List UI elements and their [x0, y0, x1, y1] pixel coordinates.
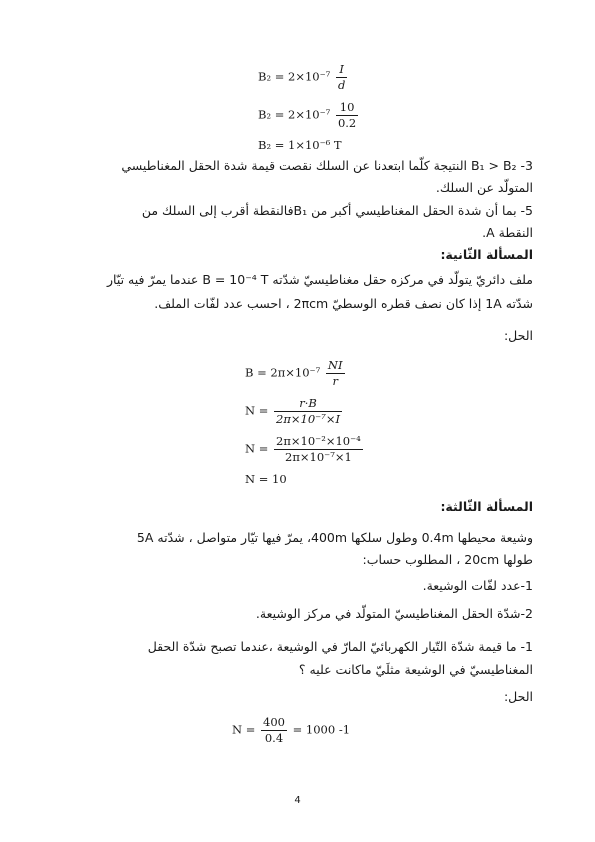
- fraction-numerator: 400: [263, 715, 285, 729]
- fraction-denominator: r: [332, 374, 338, 388]
- equation-b-coil: [245, 358, 347, 389]
- item5-line1: 5- بما أن شدة الحقل المغناطيسي أكبر من B₁فالنقطة أقرب إلى السلك من: [141, 203, 533, 218]
- problem3-question3-line2: المغناطيسيّ في الوشيعة مثلَيّ ماكانت عليه ؟: [298, 662, 533, 677]
- problem3-question3-line1: 1- ما قيمة شدّة التّيار الكهربائيّ المارّ في الوشيعة ،عندما تصبح شدّة الحقل: [147, 639, 533, 654]
- item5-line2: النقطة A.: [482, 225, 533, 240]
- item3-line2: المتولّد عن السلك.: [435, 180, 533, 195]
- problem3-question2: 2-شدّة الحقل المغناطيسيّ المتولّد في مركز الوشيعة.: [255, 606, 533, 621]
- equation-turns-count: [232, 715, 350, 746]
- problem2-solution-label: الحل:: [503, 328, 533, 343]
- equation-b2-result: B₂ = 1×10⁻⁶ T: [258, 138, 342, 152]
- equation-lhs: N =: [245, 403, 269, 418]
- page-number: 4: [294, 795, 301, 806]
- fraction-denominator: 0.2: [337, 116, 357, 130]
- equation-b2-formula: [258, 62, 349, 93]
- item3-line1: 3- B₁ > B₂ النتيجة كلّما ابتعدنا عن السلك نقصت قيمة شدة الحقل المغناطيسي: [121, 158, 533, 173]
- fraction-denominator: d: [337, 78, 346, 92]
- equation-n-formula: [245, 396, 344, 427]
- problem3-question1: 1-عدد لفّات الوشيعة.: [422, 578, 533, 593]
- problem3-statement-line2: طولها 20cm ، المطلوب حساب:: [362, 552, 533, 567]
- equation-lhs: N =: [245, 441, 269, 456]
- fraction-numerator: 2π×10⁻²×10⁻⁴: [276, 434, 361, 448]
- equation-lhs: B = 2π×10⁻⁷: [245, 365, 321, 380]
- fraction-numerator: NI: [327, 358, 343, 372]
- problem2-statement-line2: شدّته 1A إذا كان نصف قطره الوسطيّ 2πcm ، احسب عدد لفّات الملف.: [154, 296, 533, 311]
- fraction-numerator: I: [336, 62, 347, 78]
- problem3-statement-line1: وشيعة محيطها 0.4m وطول سلكها 400m، يمرّ فيها تيّار متواصل ، شدّته 5A: [136, 530, 533, 545]
- fraction-denominator: 2π×10⁻⁷×1: [285, 450, 352, 464]
- problem3-title: المسألة الثّالثة:: [440, 499, 533, 514]
- problem3-solution-label: الحل:: [503, 689, 533, 704]
- equation-n-result: N = 10: [245, 472, 287, 486]
- equation-b2-substitution: [258, 100, 360, 131]
- problem2-title: المسألة الثّانية:: [440, 247, 533, 262]
- equation-lhs: B₂ = 2×10⁻⁷: [258, 107, 331, 122]
- problem2-statement-line1: ملف دائريّ يتولّد في مركزه حقل مغناطيسيّ شدّته B = 10⁻⁴ T عندما يمرّ فيه تيّار: [106, 272, 533, 287]
- equation-lhs: B₂ = 2×10⁻⁷: [258, 69, 331, 84]
- fraction-numerator: 10: [336, 100, 358, 116]
- equation-n-substitution: [245, 434, 365, 465]
- equation-rhs: = 1000 -1: [292, 722, 351, 737]
- fraction-numerator: r·B: [274, 396, 342, 412]
- fraction-denominator: 0.4: [264, 731, 284, 745]
- fraction-denominator: 2π×10⁻⁷×I: [276, 412, 341, 426]
- equation-lhs: N =: [232, 722, 256, 737]
